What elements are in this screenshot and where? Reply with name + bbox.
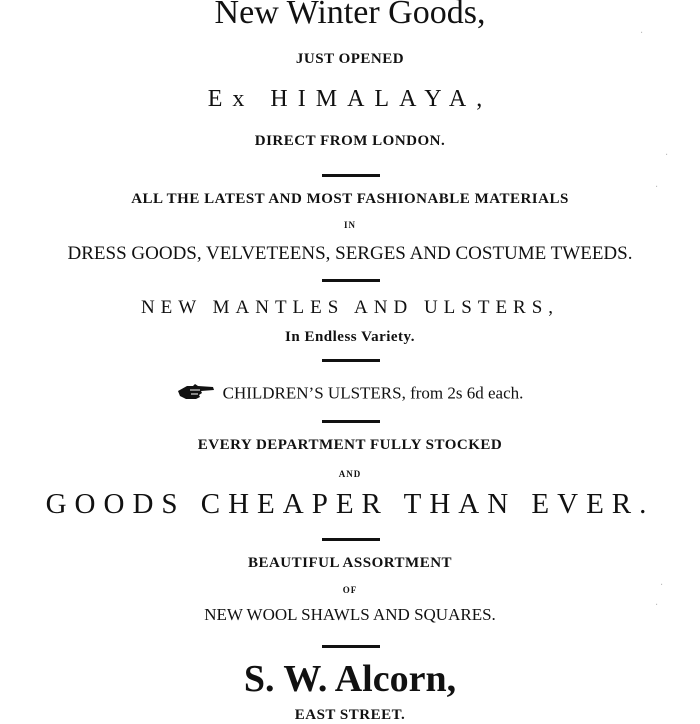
direct-from-london-text: DIRECT FROM LONDON. (254, 133, 446, 149)
of-text: OF (342, 585, 358, 595)
paper-speck: · (655, 182, 659, 193)
divider-rule (322, 645, 380, 648)
childrens-ulsters-text: CHILDREN’S ULSTERS, from 2s 6d each. (222, 383, 524, 403)
merchant-name: S. W. Alcorn, (243, 658, 457, 700)
divider-rule (322, 359, 380, 362)
childrens-ulsters-line (0, 383, 700, 406)
paper-speck: · (665, 150, 669, 161)
street-address: EAST STREET. (294, 707, 406, 723)
beautiful-assortment-text: BEAUTIFUL ASSORTMENT (247, 555, 453, 571)
ship-name: Ex HIMALAYA, (207, 86, 493, 112)
just-opened-text: JUST OPENED (295, 51, 405, 67)
paper-speck: · (660, 580, 664, 591)
divider-rule (322, 279, 380, 282)
in-text: IN (343, 220, 356, 230)
latest-materials-text: ALL THE LATEST AND MOST FASHIONABLE MATERIALS (131, 191, 569, 207)
cheaper-than-ever-heading: GOODS CHEAPER THAN EVER. (45, 488, 655, 520)
pointing-hand-icon (177, 383, 215, 406)
department-stocked-text: EVERY DEPARTMENT FULLY STOCKED (197, 437, 503, 453)
advert-title: New Winter Goods, (214, 0, 486, 31)
divider-rule (322, 420, 380, 423)
divider-rule (322, 174, 380, 177)
materials-list: DRESS GOODS, VELVETEENS, SERGES AND COSTUME TWEEDS. (67, 243, 633, 264)
shawls-squares-text: NEW WOOL SHAWLS AND SQUARES. (204, 605, 496, 624)
paper-speck: · (640, 28, 644, 39)
divider-rule (322, 538, 380, 541)
endless-variety-text: In Endless Variety. (285, 329, 415, 345)
mantles-ulsters-heading: NEW MANTLES AND ULSTERS, (140, 297, 560, 318)
paper-speck: · (655, 600, 659, 611)
and-text: AND (338, 469, 362, 479)
